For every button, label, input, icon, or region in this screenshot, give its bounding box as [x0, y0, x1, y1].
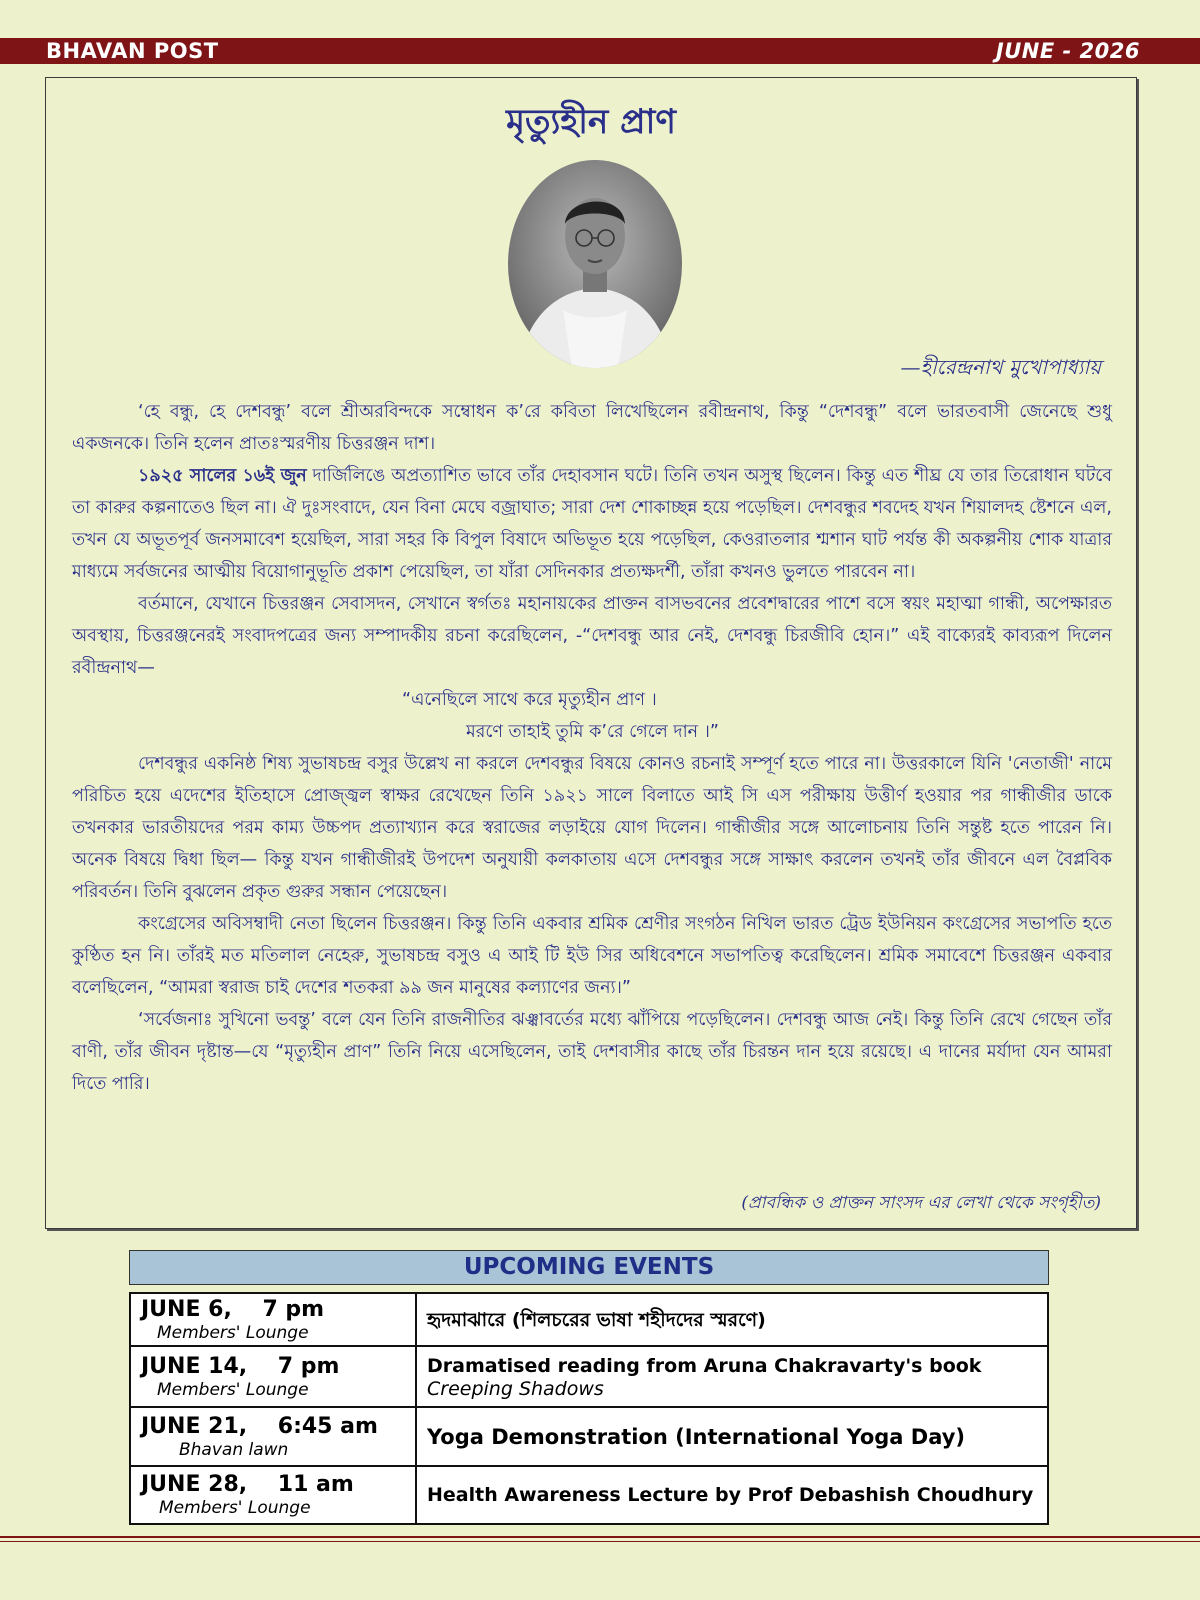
events-table	[129, 1292, 1049, 1525]
event-when	[130, 1466, 416, 1524]
event-date: JUNE 28,	[141, 1472, 248, 1497]
event-date: JUNE 21,	[141, 1413, 248, 1439]
table-row	[130, 1407, 1048, 1466]
event-venue: Bhavan lawn	[179, 1439, 289, 1460]
event-when	[130, 1346, 416, 1407]
event-date: JUNE 14,	[141, 1353, 248, 1379]
event-title: Yoga Demonstration (International Yoga Day)	[427, 1424, 966, 1449]
article-title: মৃত্যুহীন প্রাণ	[506, 102, 676, 142]
event-venue: Members' Lounge	[159, 1498, 311, 1518]
footer-rule	[0, 1541, 1200, 1542]
poem-line: মরণে তাহাই তুমি ক’রে গেলে দান ।”	[466, 722, 719, 742]
paragraph: ‘হে বন্ধু, হে দেশবন্ধু’ বলে শ্রীঅরবিন্দকে সম্বোধন ক’রে কবিতা লিখেছিলেন রবীন্দ্রনাথ, কিন্তু “দেশবন্ধু” বলে ভারতবাসী জেনেছে শুধু একজনকে। তিনি হলেন প্রাতঃস্মরণীয় চিত্তরঞ্জন দাশ।	[72, 402, 1112, 454]
event-time: 11 am	[277, 1472, 354, 1497]
table-row	[130, 1346, 1048, 1407]
event-title: Health Awareness Lecture by Prof Debashish Choudhury	[427, 1484, 1034, 1506]
highlighted-date: ১৯২৫ সালের ১৬ই জুন	[138, 466, 307, 486]
event-date: JUNE 6,	[141, 1296, 232, 1322]
event-what	[416, 1466, 1048, 1524]
event-title: Dramatised reading from Aruna Chakravarty's book	[427, 1354, 982, 1377]
event-venue: Members' Lounge	[157, 1322, 309, 1343]
event-time: 7 pm	[262, 1296, 325, 1322]
issue-date: JUNE - 2026	[995, 39, 1140, 63]
events-heading: UPCOMING EVENTS	[129, 1250, 1049, 1285]
event-title: হৃদমাঝারে (শিলচরের ভাষা শহীদদের স্মরণে)	[427, 1308, 766, 1331]
paragraph: কংগ্রেসের অবিসম্বাদী নেতা ছিলেন চিত্তরঞ্জন। কিন্তু তিনি একবার শ্রমিক শ্রেণীর সংগঠন নিখিল ভারত ট্রেড ইউনিয়ন কংগ্রেসের সভাপতি হতে কুণ্ঠিত হন নি। তাঁরই মত মতিলাল নেহেরু, সুভাষচন্দ্র বসুও এ আই টি ইউ সির অধিবেশনে সভাপতিত্ব করেছিলেন। শ্রমিক সমাবেশে চিত্তরঞ্জন একবার বলেছিলেন, “আমরা স্বরাজ চাই দেশের শতকরা ৯৯ জন মানুষের কল্যাণের জন্য।”	[72, 914, 1112, 998]
article-body	[72, 396, 1112, 1100]
event-subtitle: Creeping Shadows	[427, 1377, 604, 1400]
event-what	[416, 1293, 1048, 1346]
paragraph	[72, 460, 1112, 588]
footer-rule	[0, 1536, 1200, 1538]
portrait-photo	[508, 160, 682, 368]
poem-line: “এনেছিলে সাথে করে মৃত্যুহীন প্রাণ ।	[402, 690, 657, 710]
event-when	[130, 1293, 416, 1346]
event-what	[416, 1346, 1048, 1407]
event-when	[130, 1407, 416, 1466]
header-bar	[0, 38, 1200, 64]
paragraph: দেশবন্ধুর একনিষ্ঠ শিষ্য সুভাষচন্দ্র বসুর উল্লেখ না করলে দেশবন্ধুর বিষয়ে কোনও রচনাই সম্পূর্ণ হতে পারে না। উত্তরকালে যিনি 'নেতাজী' নামে পরিচিত হয়ে এদেশের ইতিহাসে প্রোজ্জ্বল স্বাক্ষর রেখেছেন তিনি ১৯২১ সালে বিলাতে আই সি এস পরীক্ষায় উত্তীর্ণ হওয়ার পর গান্ধীজীর ডাকে তখনকার ভারতীয়দের পরম কাম্য উচ্চপদ প্রত্যাখ্যান করে স্বরাজের লড়াইয়ে যোগ দিলেন। গান্ধীজীর সঙ্গে আলোচনায় তিনি সন্তুষ্ট হতে পারেন নি। অনেক বিষয়ে দ্বিধা ছিল— কিন্তু যখন গান্ধীজীরই উপদেশ অনুযায়ী কলকাতায় এসে দেশবন্ধুর সঙ্গে সাক্ষাৎ করলেন তখনই তাঁর জীবনে এল বৈপ্লবিক পরিবর্তন। তিনি বুঝলেন প্রকৃত গুরুর সন্ধান পেয়েছেন।	[72, 754, 1112, 902]
event-venue: Members' Lounge	[157, 1379, 309, 1400]
author-name: —হীরেন্দ্রনাথ মুখোপাধ্যায়	[900, 355, 1101, 379]
source-note: (প্রাবন্ধিক ও প্রাক্তন সাংসদ এর লেখা থেকে সংগৃহীত)	[741, 1193, 1101, 1213]
table-row	[130, 1293, 1048, 1346]
article-box	[45, 77, 1137, 1229]
paragraph-text: দার্জিলিঙে অপ্রত্যাশিত ভাবে তাঁর দেহাবসান ঘটে। তিনি তখন অসুস্থ ছিলেন। কিন্তু এত শীঘ্র যে তার তিরোধান ঘটবে তা কারুর কল্পনাতেও ছিল না। ঐ দুঃসংবাদে, যেন বিনা মেঘে বজ্রাঘাত; সারা দেশ শোকাচ্ছন্ন হয়ে পড়েছিল। দেশবন্ধুর শবদেহ যখন শিয়ালদহ ষ্টেশনে এল, তখন যে অভূতপূর্ব জনসমাবেশ হয়েছিল, সারা সহর কি বিপুল বিষাদে অভিভূত হয়ে পড়েছিল, কেওরাতলার শ্মশান ঘাট পর্যন্ত কী অকল্পনীয় শোক যাত্রার মাধ্যমে সর্বজনের আত্মীয় বিয়োগানুভূতি প্রকাশ পেয়েছিল, তা যাঁরা সেদিনকার প্রত্যক্ষদর্শী, তাঁরা কখনও ভুলতে পারবেন না।	[72, 466, 1112, 582]
paragraph: ‘সর্বেজনাঃ সুখিনো ভবন্তু’ বলে যেন তিনি রাজনীতির ঝঞ্ঝাবর্তের মধ্যে ঝাঁপিয়ে পড়েছিলেন। দেশবন্ধু আজ নেই। কিন্তু তিনি রেখে গেছেন তাঁর বাণী, তাঁর জীবন দৃষ্টান্ত—যে “মৃত্যুহীন প্রাণ” তিনি নিয়ে এসেছিলেন, তাই দেশবাসীর কাছে তাঁর চিরন্তন দান হয়ে রয়েছে। এ দানের মর্যাদা যেন আমরা দিতে পারি।	[72, 1010, 1112, 1094]
publication-name: BHAVAN POST	[46, 39, 219, 63]
paragraph: বর্তমানে, যেখানে চিত্তরঞ্জন সেবাসদন, সেখানে স্বর্গতঃ মহানায়কের প্রাক্তন বাসভবনের প্রবেশদ্বারের পাশে বসে স্বয়ং মহাত্মা গান্ধী, অপেক্ষারত অবস্থায়, চিত্তরঞ্জনেরই সংবাদপত্রের জন্য সম্পাদকীয় রচনা করেছিলেন, -“দেশবন্ধু আর নেই, দেশবন্ধু চিরজীবি হোন।” এই বাক্যেরই কাব্যরূপ দিলেন রবীন্দ্রনাথ—	[72, 594, 1112, 678]
table-row	[130, 1466, 1048, 1524]
event-time: 6:45 am	[277, 1413, 378, 1439]
event-what	[416, 1407, 1048, 1466]
event-time: 7 pm	[277, 1353, 340, 1379]
